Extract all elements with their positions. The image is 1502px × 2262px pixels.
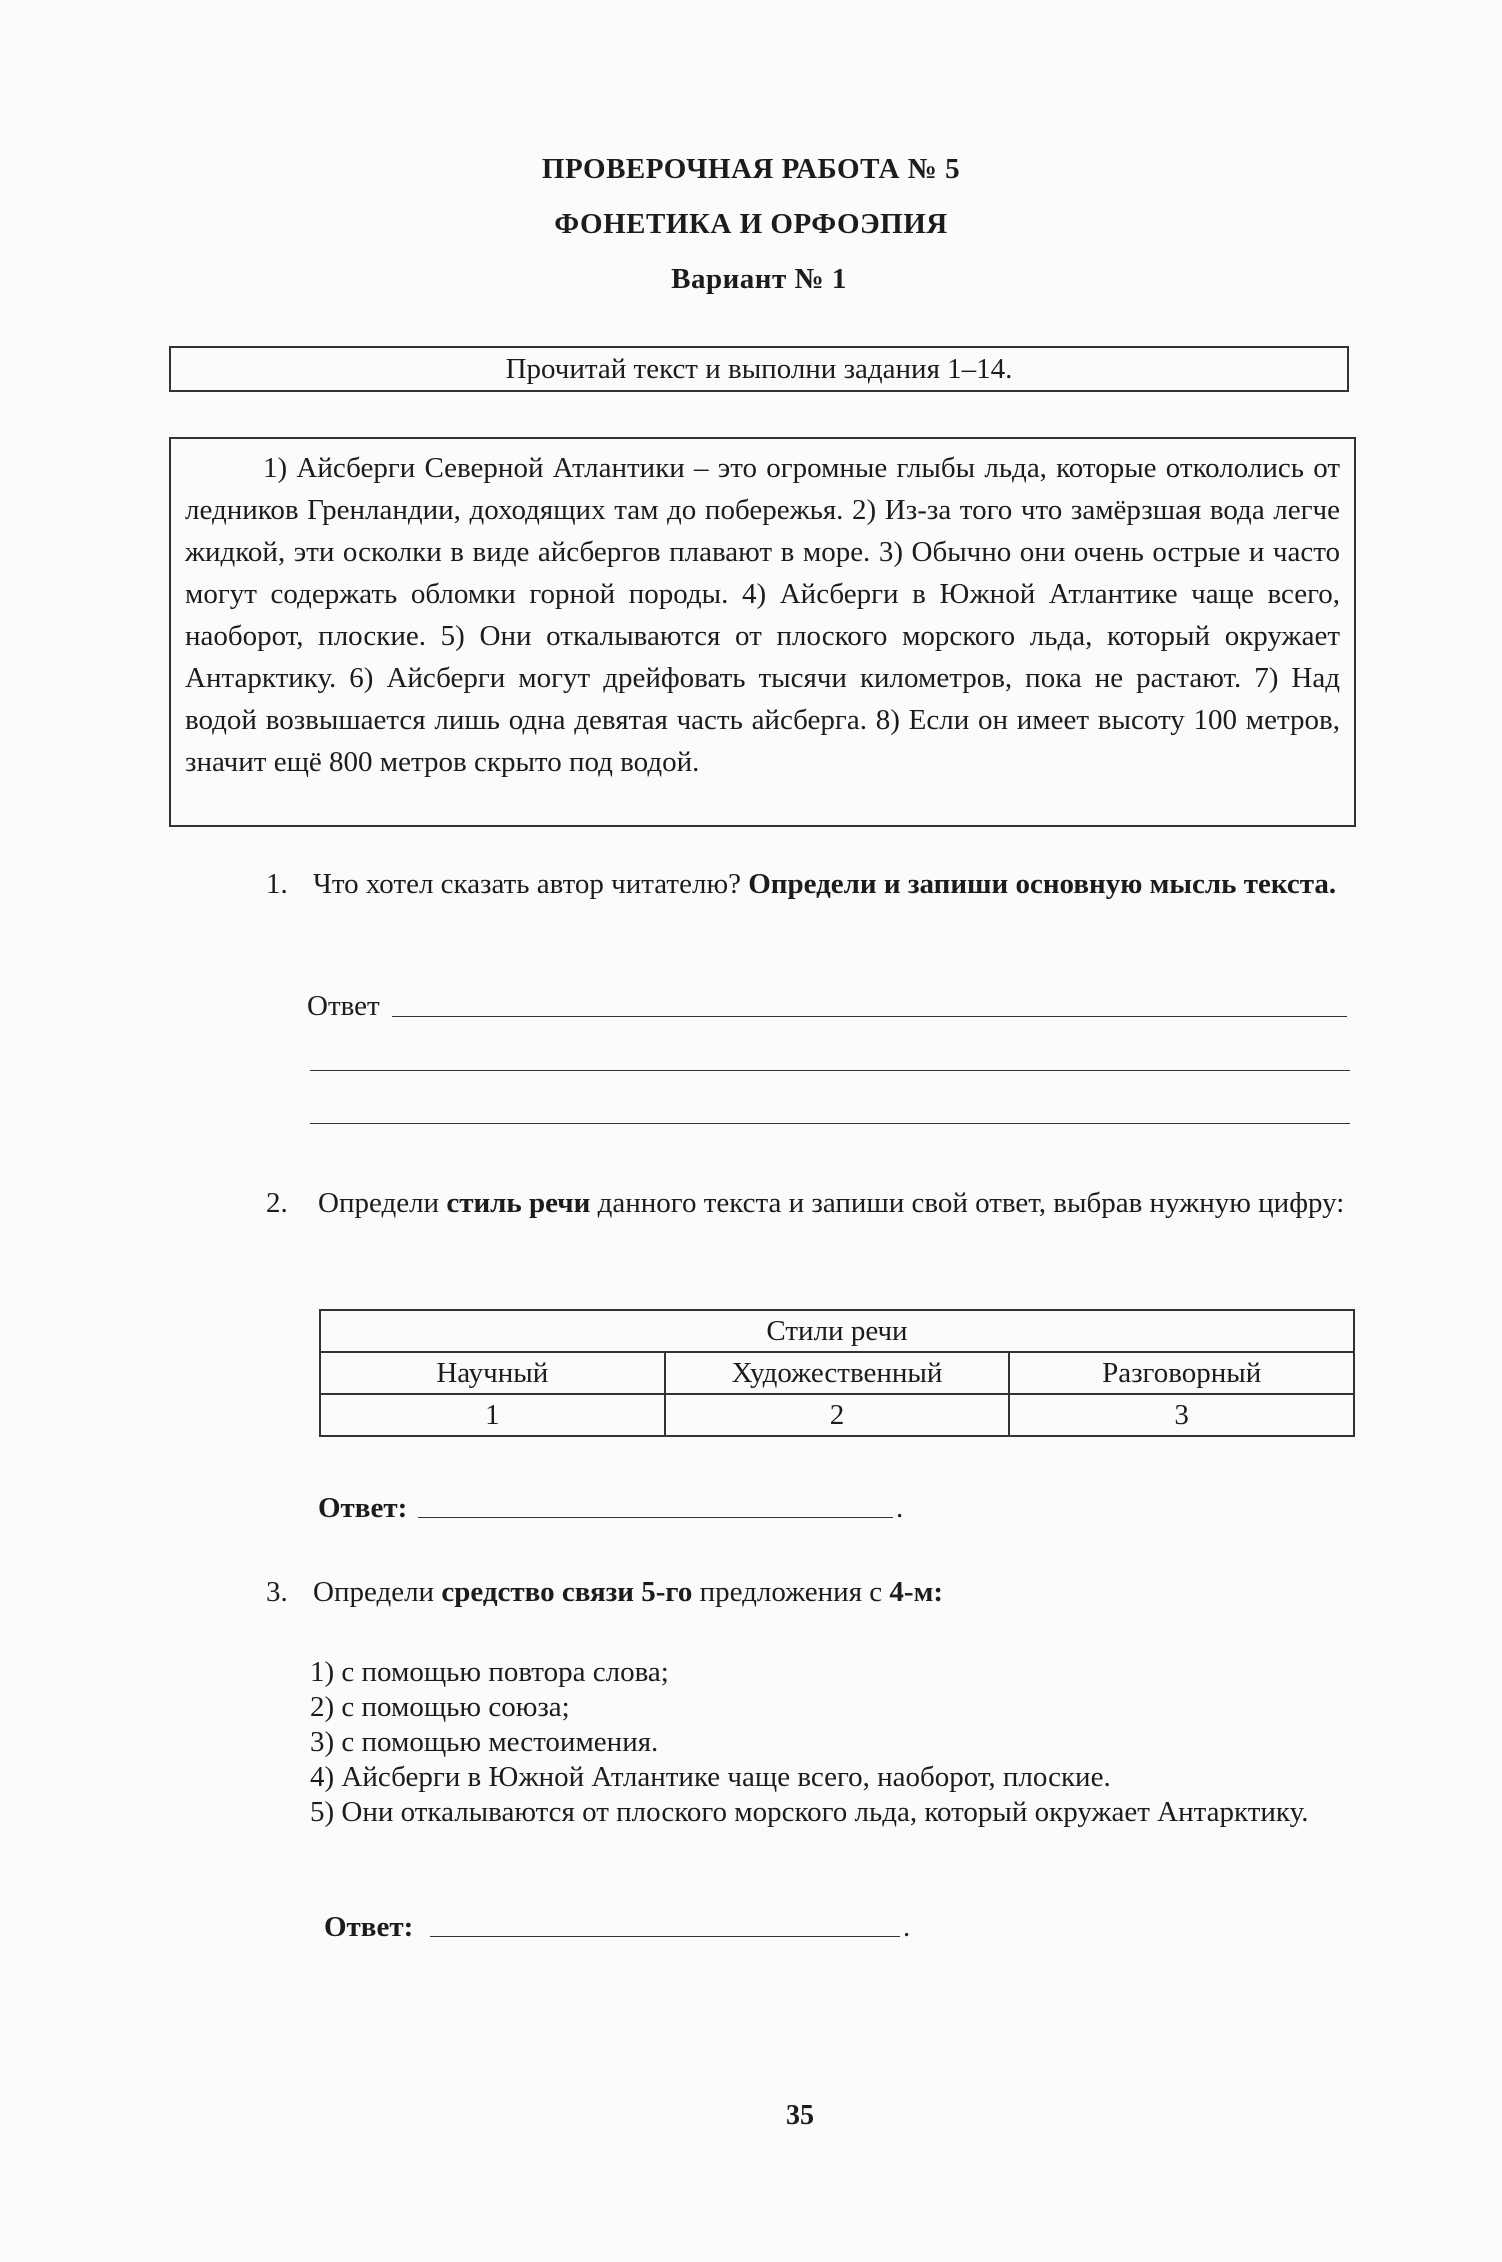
q1-answer-line-1[interactable] xyxy=(392,1016,1347,1017)
q1-text xyxy=(313,863,1355,905)
q3-option-3: 3) с помощью местоимения. xyxy=(310,1726,659,1758)
table-value-1: 1 xyxy=(320,1394,665,1436)
q1-task: Определи и запиши основную мысль текста. xyxy=(748,868,1337,900)
table-value-2: 2 xyxy=(665,1394,1010,1436)
q1-number: 1. xyxy=(266,868,288,900)
q3-option-2: 2) с помощью союза; xyxy=(310,1691,570,1723)
table-value-3: 3 xyxy=(1009,1394,1354,1436)
table-col-scientific: Научный xyxy=(320,1352,665,1394)
q1-question: Что хотел сказать автор читателю? xyxy=(313,868,741,900)
page-title: ПРОВЕРОЧНАЯ РАБОТА № 5 xyxy=(541,153,961,185)
q3-mid: предложения с xyxy=(699,1576,883,1608)
q3-option-5: 5) Они откалываются от плоского морского льда, который окружает Антарктику. xyxy=(310,1796,1309,1828)
q2-pre: Определи xyxy=(318,1187,440,1219)
q2-text xyxy=(318,1182,1358,1224)
table-col-colloquial: Разговорный xyxy=(1009,1352,1354,1394)
reading-text: 1) Айсберги Северной Атлантики – это огромные глыбы льда, которые откололись от ледников Гренландии, доходящих там до побережья. 2) Из-за того что замёрзшая вода легче жидкой, эти осколки в виде айсбергов плавают в море. 3) Обычно они очень острые и часто могут содержать обломки горной породы. 4) Айсберги в Южной Атлантике чаще всего, наоборот, плоские. 5) Они откалываются от плоского морского льда, который окружает Антарктику. 6) Айсберги могут дрейфовать тысячи километров, пока не растают. 7) Над водой возвышается лишь одна девятая часть айсберга. 8) Если он имеет высоту 100 метров, значит ещё 800 метров скрыто под водой. xyxy=(185,452,1340,778)
q3-pre: Определи xyxy=(313,1576,435,1608)
q2-post: данного текста и запиши свой ответ, выбрав нужную цифру: xyxy=(597,1187,1345,1219)
q2-number: 2. xyxy=(266,1187,288,1219)
q2-answer-label: Ответ: xyxy=(318,1492,408,1524)
q3-bold-2: 4-м: xyxy=(889,1576,943,1608)
q3-option-4: 4) Айсберги в Южной Атлантике чаще всего, наоборот, плоские. xyxy=(310,1761,1111,1793)
table-header: Стили речи xyxy=(320,1310,1354,1352)
page-number: 35 xyxy=(786,2100,814,2131)
instruction-box: Прочитай текст и выполни задания 1–14. xyxy=(169,346,1349,392)
q2-answer-period: . xyxy=(896,1492,904,1524)
q3-answer-line[interactable] xyxy=(430,1936,900,1937)
reading-text-box xyxy=(169,437,1356,827)
q3-option-1: 1) с помощью повтора слова; xyxy=(310,1656,669,1688)
q2-answer-line[interactable] xyxy=(418,1517,893,1518)
q2-bold: стиль речи xyxy=(446,1187,591,1219)
q1-answer-line-3[interactable] xyxy=(310,1123,1350,1124)
q1-answer-line-2[interactable] xyxy=(310,1070,1350,1071)
q3-number: 3. xyxy=(266,1576,288,1608)
q3-text xyxy=(313,1571,943,1613)
q3-options xyxy=(310,1655,1360,1830)
q1-answer-label: Ответ xyxy=(307,990,380,1022)
page-subtitle: ФОНЕТИКА И ОРФОЭПИЯ xyxy=(554,208,948,240)
variant-label: Вариант № 1 xyxy=(671,263,847,295)
q3-answer-label: Ответ: xyxy=(324,1911,414,1943)
speech-styles-table xyxy=(319,1309,1355,1437)
q3-bold-1: средство связи 5-го xyxy=(441,1576,693,1608)
q3-answer-period: . xyxy=(903,1911,911,1943)
table-col-artistic: Художественный xyxy=(665,1352,1010,1394)
